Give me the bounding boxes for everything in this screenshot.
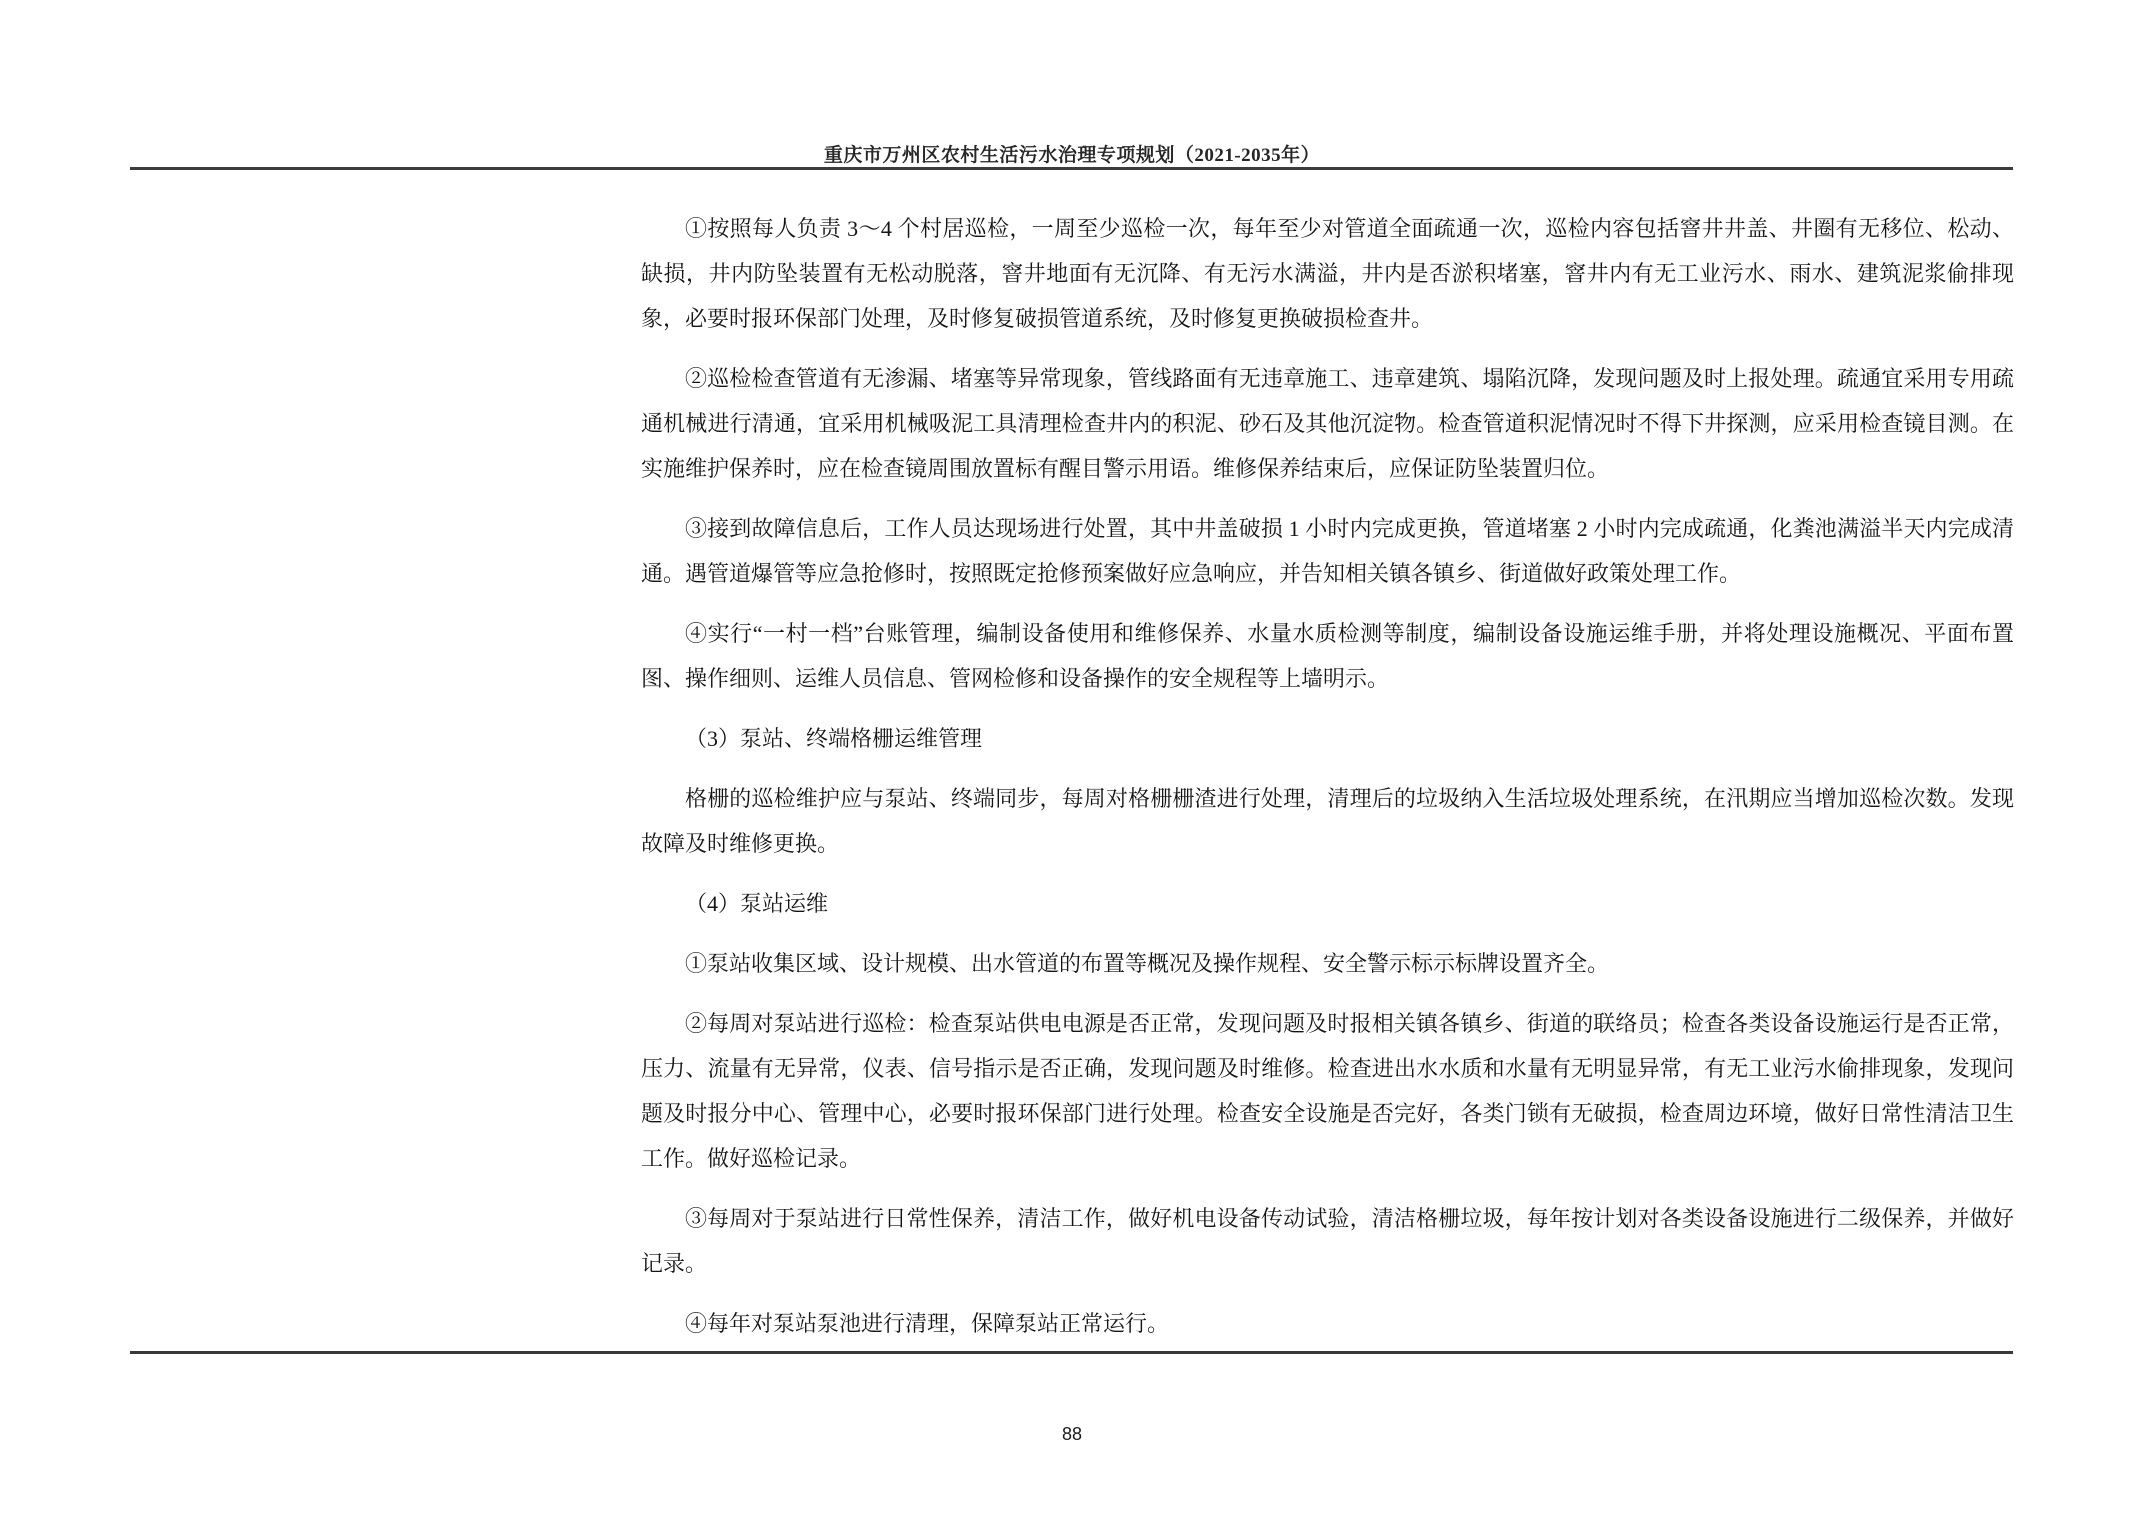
section-heading-grating-maintenance: （3）泵站、终端格栅运维管理 [685,726,983,751]
header-rule [130,167,2013,170]
paragraph-pipe-inspection-3: ③接到故障信息后，工作人员达现场进行处置，其中井盖破损 1 小时内完成更换，管道堵塞 2 小时内完成疏通，化粪池满溢半天内完成清通。遇管道爆管等应急抢修时，按照既定抢修预案做好应急响应，并告知相关镇各镇乡、街道做好政策处理工作。 [641,516,2014,586]
paragraph-pipe-inspection-1: ①按照每人负责 3～4 个村居巡检，一周至少巡检一次，每年至少对管道全面疏通一次，巡检内容包括窨井井盖、井圈有无移位、松动、缺损，井内防坠装置有无松动脱落，窨井地面有无沉降、有无污水满溢，井内是否淤积堵塞，窨井内有无工业污水、雨水、建筑泥浆偷排现象，必要时报环保部门处理，及时修复破损管道系统，及时修复更换破损检查井。 [641,216,2014,331]
paragraph-pump-station-1: ①泵站收集区域、设计规模、出水管道的布置等概况及操作规程、安全警示标示标牌设置齐全。 [685,951,1610,976]
paragraph-grating-maintenance: 格栅的巡检维护应与泵站、终端同步，每周对格栅栅渣进行处理，清理后的垃圾纳入生活垃圾处理系统，在汛期应当增加巡检次数。发现故障及时维修更换。 [641,786,2014,856]
document-body [641,206,2014,1361]
paragraph-pipe-inspection-2: ②巡检检查管道有无渗漏、堵塞等异常现象，管线路面有无违章施工、违章建筑、塌陷沉降，发现问题及时上报处理。疏通宜采用专用疏通机械进行清通，宜采用机械吸泥工具清理检查井内的积泥、砂石及其他沉淀物。检查管道积泥情况时不得下井探测，应采用检查镜目测。在实施维护保养时，应在检查镜周围放置标有醒目警示用语。维修保养结束后，应保证防坠装置归位。 [641,366,2014,481]
paragraph-pipe-inspection-4: ④实行“一村一档”台账管理，编制设备使用和维修保养、水量水质检测等制度，编制设备设施运维手册，并将处理设施概况、平面布置图、操作细则、运维人员信息、管网检修和设备操作的安全规程等上墙明示。 [641,621,2014,691]
page-header-title: 重庆市万州区农村生活污水治理专项规划（2021-2035年） [823,145,1321,166]
paragraph-pump-station-3: ③每周对于泵站进行日常性保养，清洁工作，做好机电设备传动试验，清洁格栅垃圾，每年按计划对各类设备设施进行二级保养，并做好记录。 [641,1206,2014,1276]
paragraph-pump-station-4: ④每年对泵站泵池进行清理，保障泵站正常运行。 [685,1311,1170,1336]
page-number: 88 [1061,1424,1083,1444]
footer-rule [130,1351,2013,1354]
section-heading-pump-station: （4）泵站运维 [685,891,829,916]
paragraph-pump-station-2: ②每周对泵站进行巡检：检查泵站供电电源是否正常，发现问题及时报相关镇各镇乡、街道的联络员；检查各类设备设施运行是否正常， 压力、流量有无异常，仪表、信号指示是否正确，发现问题及时维修。检查进出水水质和水量有无明显异常，有无工业污水偷排现象，发现问题及时报分中心、管理中心，必要时报环保部门进行处理。检查安全设施是否完好，各类门锁有无破损，检查周边环境，做好日常性清洁卫生工作。做好巡检记录。 [641,1011,2014,1171]
